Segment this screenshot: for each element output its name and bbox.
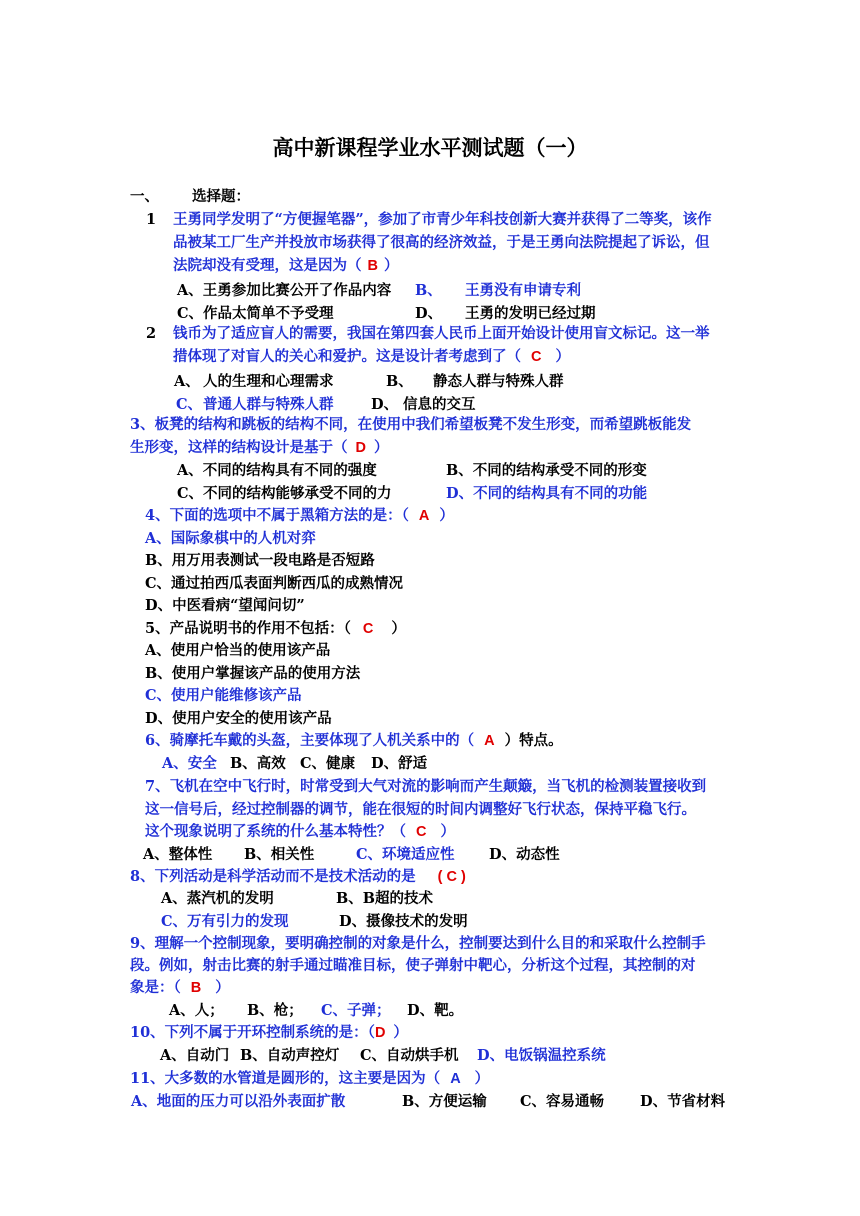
q5-answer: C: [362, 621, 374, 637]
q5-option-d: D、使用户安全的使用该产品: [145, 710, 332, 727]
q8-line-1: 8、下列活动是科学活动而不是技术活动的是 ( C ): [130, 868, 466, 885]
q7-option-b: B、相关性: [244, 846, 315, 863]
q4-option-a: A、国际象棋中的人机对弈: [145, 530, 316, 547]
q1-option-b: 王勇没有申请专利: [465, 282, 581, 299]
q7-option-d: D、动态性: [489, 846, 560, 863]
q9-option-d: D、靶。: [407, 1002, 464, 1019]
q6-option-c: C、健康: [300, 755, 356, 772]
q3-option-a: A、不同的结构具有不同的强度: [177, 462, 377, 479]
q4-line-1: 4、下面的选项中不属于黑箱方法的是：（ A ）: [145, 507, 454, 524]
q1-line-1: 王勇同学发明了“方便握笔器”，参加了市青少年科技创新大赛并获得了二等奖，该作: [173, 211, 712, 228]
q4-answer: A: [418, 508, 430, 524]
q8-option-c: C、万有引力的发现: [161, 913, 289, 930]
q9-option-a: A、人；: [169, 1002, 224, 1019]
q8-option-a: A、蒸汽机的发明: [161, 890, 274, 907]
q4-option-c: C、通过拍西瓜表面判断西瓜的成熟情况: [145, 575, 404, 592]
q2-line-2: 措体现了对盲人的关心和爱护。这是设计者考虑到了（ C ）: [173, 348, 570, 365]
q1-option-a: A、王勇参加比赛公开了作品内容: [177, 282, 392, 299]
q10-option-c: C、自动烘手机: [360, 1047, 459, 1064]
q1-number: 1: [146, 211, 157, 228]
q5-line-1: 5、产品说明书的作用不包括：（ C ）: [145, 620, 406, 637]
q6-line-1: 6、骑摩托车戴的头盔，主要体现了人机关系中的（ A ）特点。: [145, 732, 563, 749]
q10-line-1: 10、下列不属于开环控制系统的是：（D ）: [130, 1024, 408, 1041]
q11-answer: A: [450, 1071, 461, 1087]
q2-option-a-letter: A、: [174, 373, 200, 390]
q7-line-1: 7、飞机在空中飞行时，时常受到大气对流的影响而产生颠簸，当飞机的检测装置接收到: [145, 778, 707, 795]
q6-option-a: A、安全: [162, 755, 217, 772]
q9-line-3: 象是：（ B ）: [130, 979, 230, 996]
q2-answer: C: [531, 349, 542, 365]
q2-option-d-letter: D、: [371, 396, 399, 413]
q9-line-1: 9、理解一个控制现象，要明确控制的对象是什么，控制要达到什么目的和采取什么控制手: [130, 935, 706, 952]
q8-option-d: D、摄像技术的发明: [339, 913, 468, 930]
q3-line-2: 生形变，这样的结构设计是基于（ D ）: [130, 439, 389, 456]
q4-option-d: D、中医看病“望闻问切”: [145, 597, 305, 614]
section-number: 一、: [130, 188, 159, 205]
q3-option-d: D、不同的结构具有不同的功能: [446, 485, 648, 502]
q11-option-b: B、方便运输: [402, 1093, 487, 1110]
q6-option-d: D、舒适: [371, 755, 428, 772]
q6-option-b: B、高效: [230, 755, 286, 772]
q1-line-2: 品被某工厂生产并投放市场获得了很高的经济效益，于是王勇向法院提起了诉讼，但: [173, 234, 710, 251]
q7-line-3: 这个现象说明了系统的什么基本特性？（ C ）: [145, 823, 455, 840]
q7-line-2: 这一信号后，经过控制器的调节，能在很短的时间内调整好飞行状态，保持平稳飞行。: [145, 801, 696, 818]
section-label: 选择题：: [192, 188, 250, 205]
q1-option-d-letter: D、: [415, 305, 443, 322]
q2-option-a: 人的生理和心理需求: [203, 373, 334, 390]
q4-option-b: B、用万用表测试一段电路是否短路: [145, 552, 375, 569]
q7-option-c: C、环境适应性: [356, 846, 455, 863]
q1-answer: B: [367, 258, 378, 274]
q11-line-1: 11、大多数的水管道是圆形的，这主要是因为（ A ）: [130, 1070, 490, 1087]
q5-option-b: B、使用户掌握该产品的使用方法: [145, 665, 361, 682]
q3-answer: D: [355, 440, 366, 456]
q7-answer: C: [416, 824, 427, 840]
q9-line-2: 段。例如，射击比赛的射手通过瞄准目标，使子弹射中靶心，分析这个过程，其控制的对: [130, 957, 696, 974]
q3-option-b: B、不同的结构承受不同的形变: [446, 462, 647, 479]
q10-option-d: D、电饭锅温控系统: [477, 1047, 606, 1064]
q5-option-a: A、使用户恰当的使用该产品: [145, 642, 331, 659]
q2-line-1: 钱币为了适应盲人的需要，我国在第四套人民币上面开始设计使用盲文标记。这一举: [173, 325, 710, 342]
q3-option-c: C、不同的结构能够承受不同的力: [177, 485, 392, 502]
q2-option-c: 普通人群与特殊人群: [203, 396, 334, 413]
q6-answer: A: [484, 733, 495, 749]
q1-option-b-letter: B、: [415, 282, 442, 299]
q1-option-c: C、作品太简单不予受理: [177, 305, 334, 322]
q11-option-a: A、地面的压力可以沿外表面扩散: [131, 1093, 346, 1110]
q10-option-a: A、自动门: [160, 1047, 230, 1064]
q9-answer: B: [190, 980, 202, 996]
q10-option-b: B、自动声控灯: [240, 1047, 340, 1064]
q5-option-c: C、使用户能维修该产品: [145, 687, 302, 704]
q2-option-c-letter: C、: [176, 396, 203, 413]
q11-option-c: C、容易通畅: [520, 1093, 605, 1110]
q8-option-b: B、B超的技术: [336, 890, 434, 907]
q3-line-1: 3、板凳的结构和跳板的结构不同，在使用中我们希望板凳不发生形变，而希望跳板能发: [130, 416, 692, 433]
q2-number: 2: [146, 325, 157, 342]
q9-option-c: C、子弹；: [321, 1002, 391, 1019]
q8-answer: ( C ): [437, 869, 466, 885]
q7-option-a: A、整体性: [143, 846, 213, 863]
q1-line-3: 法院却没有受理，这是因为（ B ）: [173, 257, 399, 274]
page-title: 高中新课程学业水平测试题（一）: [272, 136, 588, 160]
q2-option-d: 信息的交互: [403, 396, 476, 413]
q9-option-b: B、枪；: [247, 1002, 303, 1019]
q11-option-d: D、节省材料: [640, 1093, 726, 1110]
q10-answer: D: [374, 1025, 386, 1041]
q2-option-b-letter: B、: [386, 373, 413, 390]
q1-option-d: 王勇的发明已经过期: [465, 305, 596, 322]
q2-option-b: 静态人群与特殊人群: [433, 373, 564, 390]
